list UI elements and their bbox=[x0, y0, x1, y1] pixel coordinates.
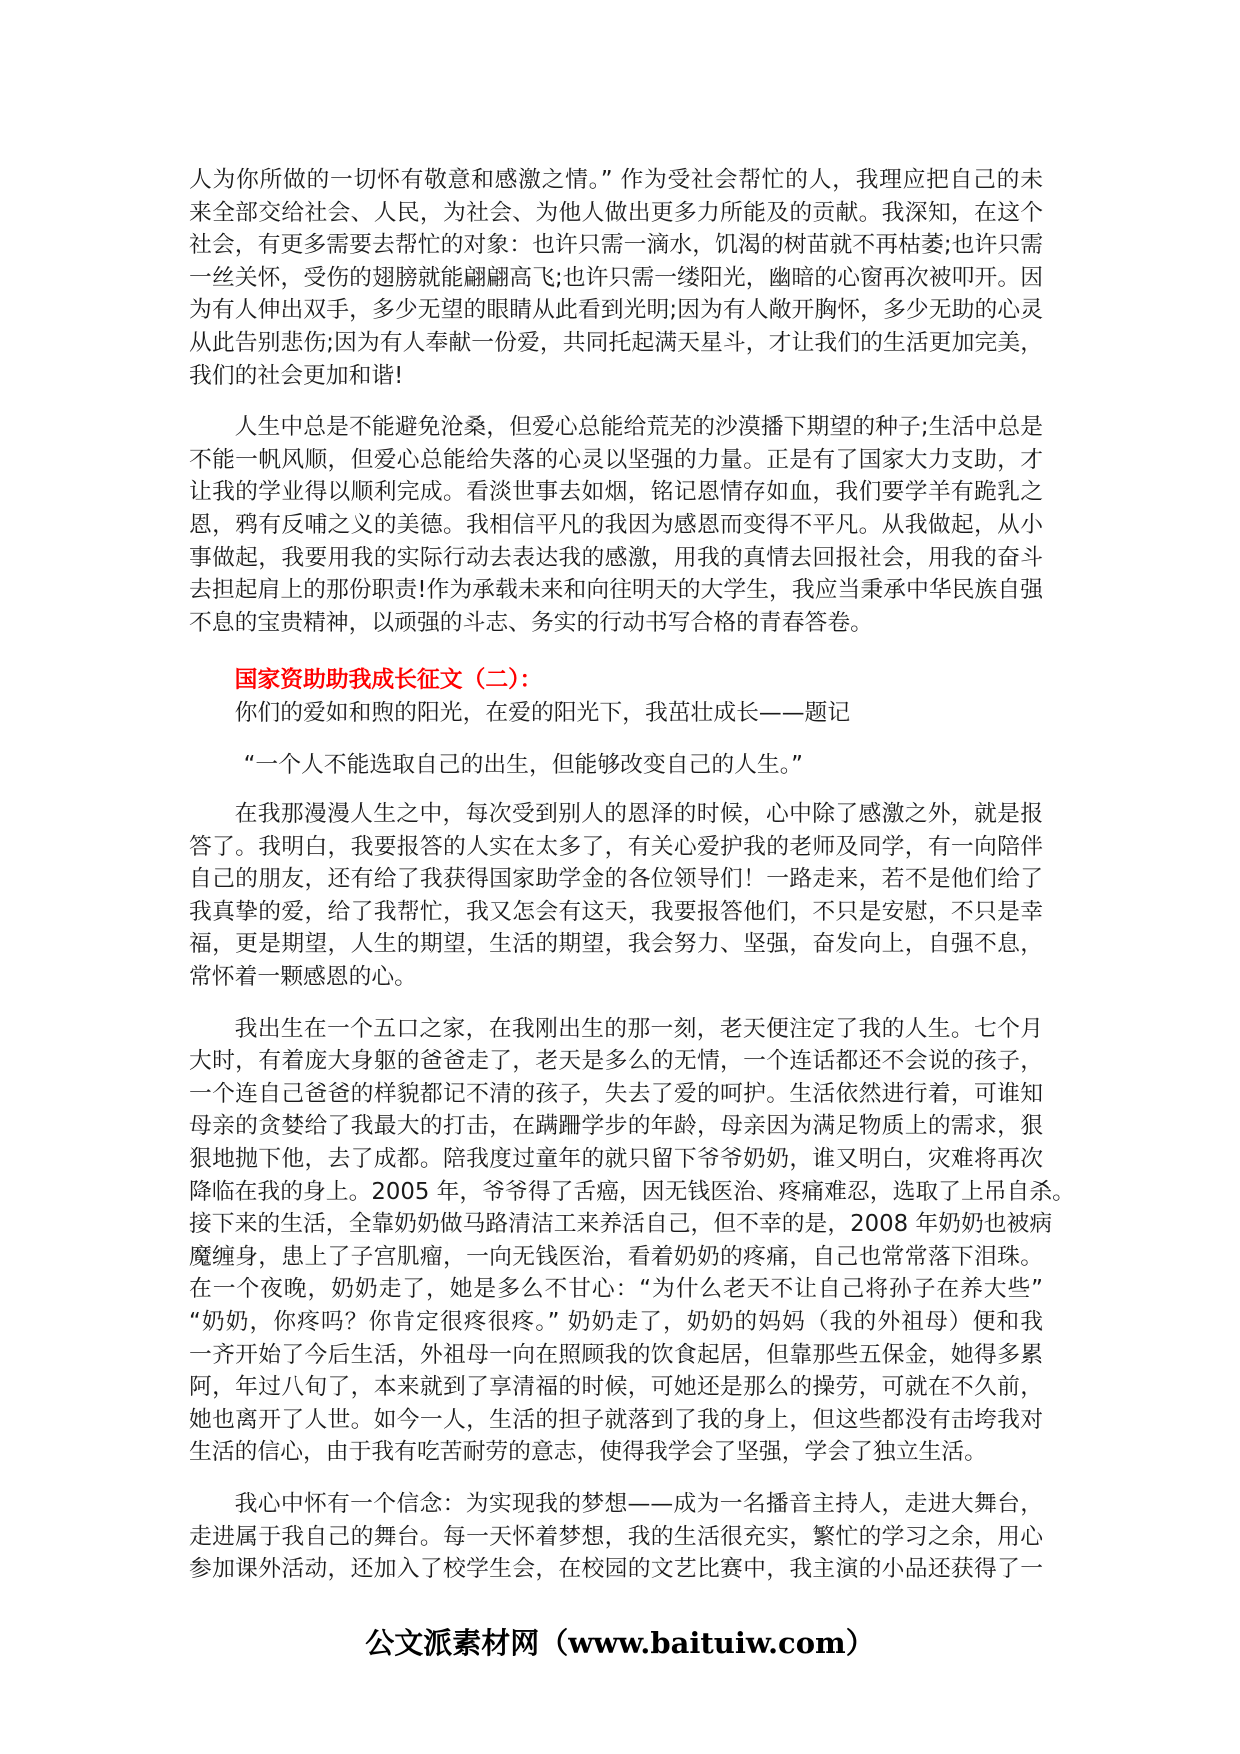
text-line: 我们的社会更加和谐! bbox=[189, 362, 404, 389]
text-line: 一丝关怀，受伤的翅膀就能翩翩高飞;也许只需一缕阳光，幽暗的心窗再次被叩开。因 bbox=[189, 264, 1043, 291]
text-line: 常怀着一颗感恩的心。 bbox=[189, 964, 417, 991]
essay-epigraph: 你们的爱如和煦的阳光，在爱的阳光下，我茁壮成长——题记 bbox=[234, 699, 851, 726]
text-line: 人为你所做的一切怀有敬意和感激之情。” 作为受社会帮忙的人，我理应把自己的未 bbox=[189, 167, 1043, 193]
text-line: “奶奶，你疼吗？你肯定很疼很疼。” 奶奶走了，奶奶的妈妈（我的外祖母）便和我 bbox=[189, 1309, 1043, 1335]
text-line: 福，更是期望，人生的期望，生活的期望，我会努力、坚强，奋发向上，自强不息， bbox=[189, 931, 1043, 958]
text-line: 让我的学业得以顺利完成。看淡世事去如烟，铭记恩情存如血，我们要学羊有跪乳之 bbox=[189, 479, 1043, 506]
text-line: 为有人伸出双手，多少无望的眼睛从此看到光明;因为有人敞开胸怀，多少无助的心灵 bbox=[189, 297, 1043, 324]
text-line: 一齐开始了今后生活，外祖母一向在照顾我的饮食起居，但靠那些五保金，她得多累 bbox=[189, 1341, 1043, 1368]
text-line: 恩，鸦有反哺之义的美德。我相信平凡的我因为感恩而变得不平凡。从我做起，从小 bbox=[189, 511, 1043, 538]
text-line: 自己的朋友，还有给了我获得国家助学金的各位领导们！一路走来，若不是他们给了 bbox=[189, 866, 1043, 893]
paragraph-continuation bbox=[189, 164, 1043, 392]
text-line: 社会，有更多需要去帮忙的对象：也许只需一滴水，饥渴的树苗就不再枯萎;也许只需 bbox=[189, 232, 1043, 259]
paragraph-dream bbox=[189, 1488, 1043, 1586]
text-line: 她也离开了人世。如今一人，生活的担子就落到了我的身上，但这些都没有击垮我对 bbox=[189, 1406, 1043, 1433]
text-line: 生活的信心，由于我有吃苦耐劳的意志，使得我学会了坚强，学会了独立生活。 bbox=[189, 1439, 987, 1466]
text-line: 不息的宝贵精神，以顽强的斗志、务实的行动书写合格的青春答卷。 bbox=[189, 609, 873, 636]
paragraph-repay bbox=[189, 798, 1043, 994]
text-line: 我出生在一个五口之家，在我刚出生的那一刻，老天便注定了我的人生。七个月 bbox=[234, 1015, 1043, 1042]
text-line: 参加课外活动，还加入了校学生会，在校园的文艺比赛中，我主演的小品还获得了一 bbox=[189, 1556, 1043, 1583]
text-line: 事做起，我要用我的实际行动去表达我的感激，用我的真情去回报社会，用我的奋斗 bbox=[189, 544, 1043, 571]
text-line: 从此告别悲伤;因为有人奉献一份爱，共同托起满天星斗，才让我们的生活更加完美， bbox=[189, 329, 1043, 356]
paragraph-family-story bbox=[189, 1013, 1075, 1469]
text-line: 人生中总是不能避免沧桑，但爱心总能给荒芜的沙漠播下期望的种子;生活中总是 bbox=[234, 414, 1043, 441]
text-line: 魔缠身，患上了子宫肌瘤，一向无钱医治，看着奶奶的疼痛，自己也常常落下泪珠。 bbox=[189, 1243, 1043, 1270]
text-line: 我真挚的爱，给了我帮忙，我又怎会有这天，我要报答他们，不只是安慰，不只是幸 bbox=[189, 898, 1043, 925]
text-line: 大时，有着庞大身躯的爸爸走了，老天是多么的无情，一个连话都还不会说的孩子， bbox=[189, 1048, 1043, 1075]
footer-watermark: 公文派素材网（www.baituiw.com） bbox=[365, 1626, 875, 1660]
text-line: 接下来的生活，全靠奶奶做马路清洁工来养活自己，但不幸的是，2008 年奶奶也被病 bbox=[189, 1211, 1053, 1238]
document-body bbox=[189, 164, 1075, 1605]
essay-quote: “一个人不能选取自己的出生，但能够改变自己的人生。” bbox=[243, 751, 803, 778]
paragraph-gratitude bbox=[189, 411, 1043, 639]
text-line: 来全部交给社会、人民，为社会、为他人做出更多力所能及的贡献。我深知，在这个 bbox=[189, 199, 1043, 226]
text-line: 母亲的贪婪给了我最大的打击，在蹒跚学步的年龄，母亲因为满足物质上的需求，狠 bbox=[189, 1113, 1043, 1140]
text-line: 答了。我明白，我要报答的人实在太多了，有关心爱护我的老师及同学，有一向陪伴 bbox=[189, 833, 1043, 860]
text-line: 不能一帆风顺，但爱心总能给失落的心灵以坚强的力量。正是有了国家大力支助，才 bbox=[189, 446, 1043, 473]
essay-heading: 国家资助助我成长征文（二）： bbox=[234, 667, 543, 694]
text-line: 走进属于我自己的舞台。每一天怀着梦想，我的生活很充实，繁忙的学习之余，用心 bbox=[189, 1523, 1043, 1550]
text-line: 我心中怀有一个信念：为实现我的梦想——成为一名播音主持人，走进大舞台， bbox=[234, 1490, 1043, 1517]
text-line: 狠地抛下他，去了成都。陪我度过童年的就只留下爷爷奶奶，谁又明白，灾难将再次 bbox=[189, 1146, 1043, 1173]
text-line: 一个连自己爸爸的样貌都记不清的孩子，失去了爱的呵护。生活依然进行着，可谁知 bbox=[189, 1080, 1043, 1107]
text-line: 在我那漫漫人生之中，每次受到别人的恩泽的时候，心中除了感激之外，就是报 bbox=[234, 801, 1043, 828]
text-line: 在一个夜晚，奶奶走了，她是多么不甘心：“为什么老天不让自己将孙子在养大些” bbox=[189, 1276, 1043, 1303]
text-line: 去担起肩上的那份职责!作为承载未来和向往明天的大学生，我应当秉承中华民族自强 bbox=[189, 577, 1043, 604]
text-line: 降临在我的身上。2005 年，爷爷得了舌癌，因无钱医治、疼痛难忍，选取了上吊自杀。 bbox=[189, 1178, 1075, 1205]
text-line: 阿，年过八旬了，本来就到了享清福的时候，可她还是那么的操劳，可就在不久前， bbox=[189, 1374, 1043, 1401]
